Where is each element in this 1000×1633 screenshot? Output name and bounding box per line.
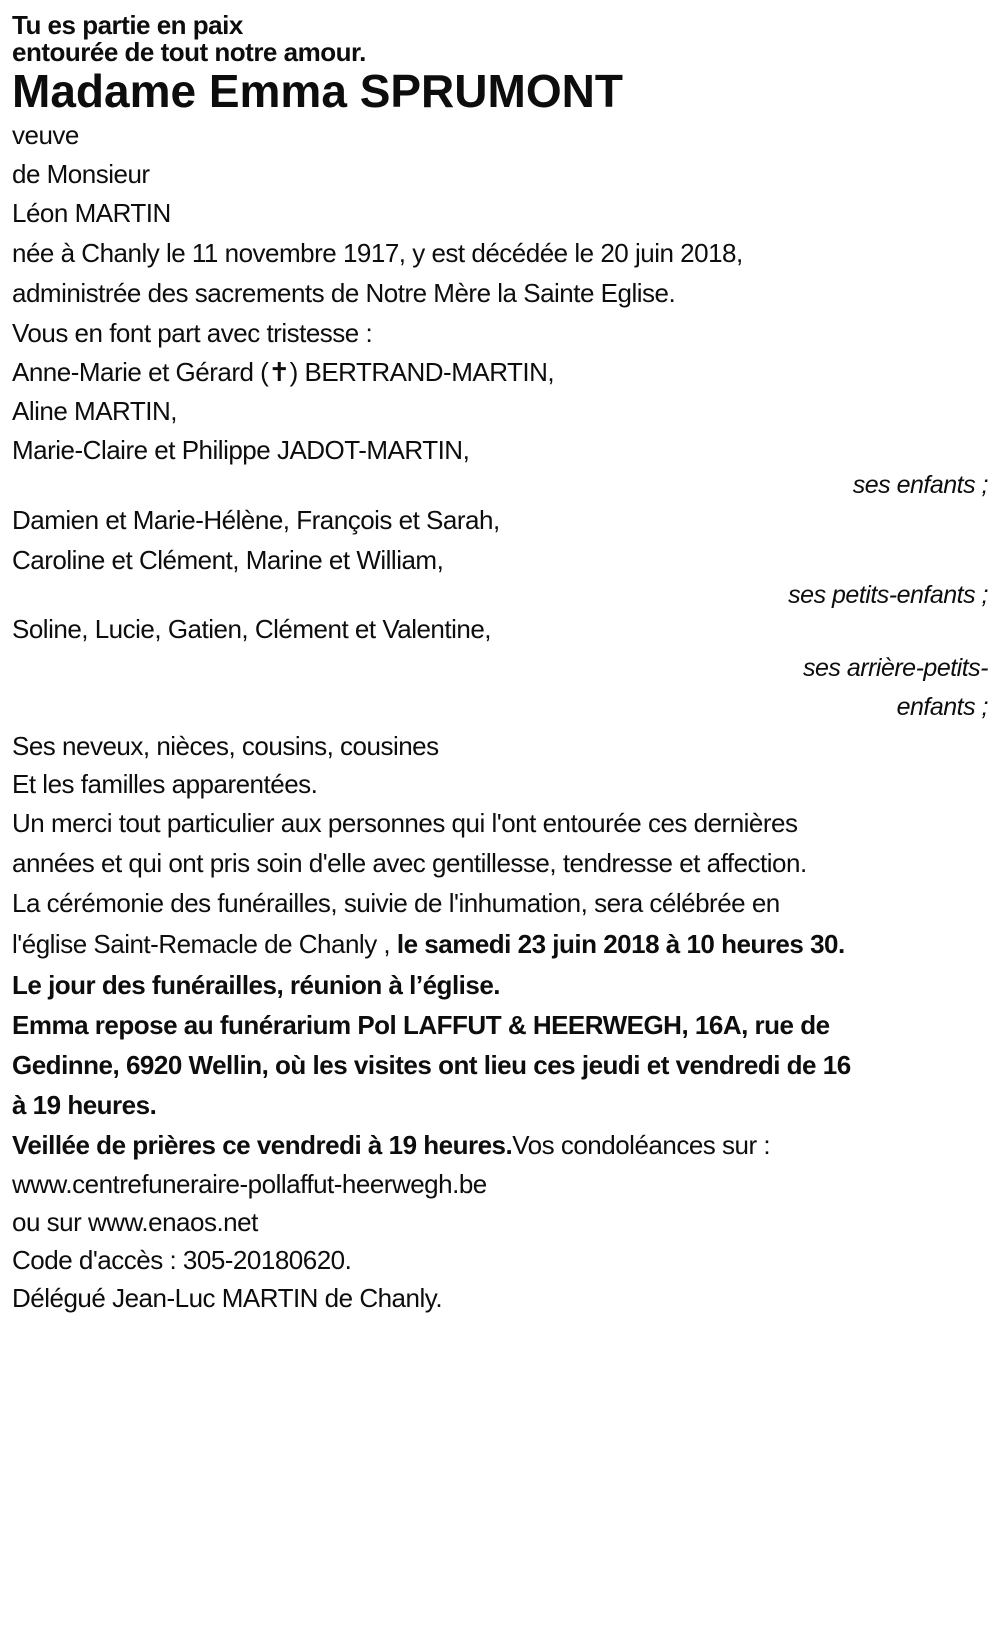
biography-paragraph (12, 233, 988, 313)
great-grandchildren-list (12, 610, 988, 649)
ceremony-datetime: le samedi 23 juin 2018 à 10 heures 30. (396, 929, 845, 959)
children-list (12, 353, 988, 470)
funeral-home-line-2: Gedinne, 6920 Wellin, où les visites ont lieu ces jeudi et vendredi de 16 (12, 1050, 851, 1080)
tribute-line-1: Un merci tout particulier aux personnes qui l'ont entourée ces dernières (12, 808, 798, 838)
relatives-block (12, 727, 988, 803)
biography-line-1: née à Chanly le 11 novembre 1917, y est décédée le 20 juin 2018, (12, 238, 743, 268)
condolences-website-secondary: ou sur www.enaos.net (12, 1207, 258, 1237)
grandchildren-list (12, 500, 988, 580)
funeral-home-line-1: Emma repose au funérarium Pol LAFFUT & HEERWEGH, 16A, rue de (12, 1010, 830, 1040)
vigil-info: Veillée de prières ce vendredi à 19 heures. (12, 1130, 513, 1160)
list-item: Damien et Marie-Hélène, François et Sarah, (12, 505, 500, 535)
delegate-info: Délégué Jean-Luc MARTIN de Chanly. (12, 1283, 443, 1313)
epigraph-line-2: entourée de tout notre amour. (12, 37, 366, 67)
great-grandchildren-relation-label (12, 649, 988, 727)
list-item: Anne-Marie et Gérard (✝) BERTRAND-MARTIN, (12, 357, 555, 387)
meeting-info: Le jour des funérailles, réunion à l’église. (12, 970, 501, 1000)
tribute-paragraph (12, 803, 988, 883)
status-line-veuve: veuve (12, 120, 79, 150)
relatives-line-1: Ses neveux, nièces, cousins, cousines (12, 731, 439, 761)
condolences-website-primary: www.centrefuneraire-pollaffut-heerwegh.be (12, 1169, 487, 1199)
biography-line-2: administrée des sacrements de Notre Mère la Sainte Eglise. (12, 278, 676, 308)
ceremony-location: l'église Saint-Remacle de Chanly , (12, 929, 397, 959)
list-item: Caroline et Clément, Marine et William, (12, 545, 444, 575)
ceremony-paragraph (12, 883, 988, 965)
ceremony-line-2 (12, 924, 988, 965)
condolences-intro: Vos condoléances sur : (512, 1130, 771, 1160)
tribute-line-2: années et qui ont pris soin d'elle avec gentillesse, tendresse et affection. (12, 848, 807, 878)
relatives-line-2: Et les familles apparentées. (12, 769, 318, 799)
status-line-de-monsieur: de Monsieur (12, 159, 150, 189)
funeral-home-paragraph (12, 1005, 988, 1125)
funeral-home-line-3: à 19 heures. (12, 1090, 157, 1120)
marital-status-block (12, 116, 988, 233)
list-item: Marie-Claire et Philippe JADOT-MARTIN, (12, 435, 470, 465)
ceremony-line-1: La cérémonie des funérailles, suivie de l'inhumation, sera célébrée en (12, 888, 780, 918)
relation-label-line-1: ses arrière-petits- (803, 654, 988, 682)
list-item: Soline, Lucie, Gatien, Clément et Valentine, (12, 614, 492, 644)
announcement-intro: Vous en font part avec tristesse : (12, 318, 373, 348)
vigil-and-condolences-line (12, 1125, 988, 1165)
access-code: Code d'accès : 305-20180620. (12, 1245, 352, 1275)
relation-label-line-2: enfants ; (896, 693, 988, 721)
epigraph-line-1: Tu es partie en paix (12, 10, 243, 40)
children-relation-label: ses enfants ; (852, 471, 988, 499)
grandchildren-relation-label: ses petits-enfants ; (788, 581, 988, 609)
status-line-spouse-name: Léon MARTIN (12, 198, 171, 228)
deceased-name: Madame Emma SPRUMONT (12, 65, 623, 117)
list-item: Aline MARTIN, (12, 396, 177, 426)
